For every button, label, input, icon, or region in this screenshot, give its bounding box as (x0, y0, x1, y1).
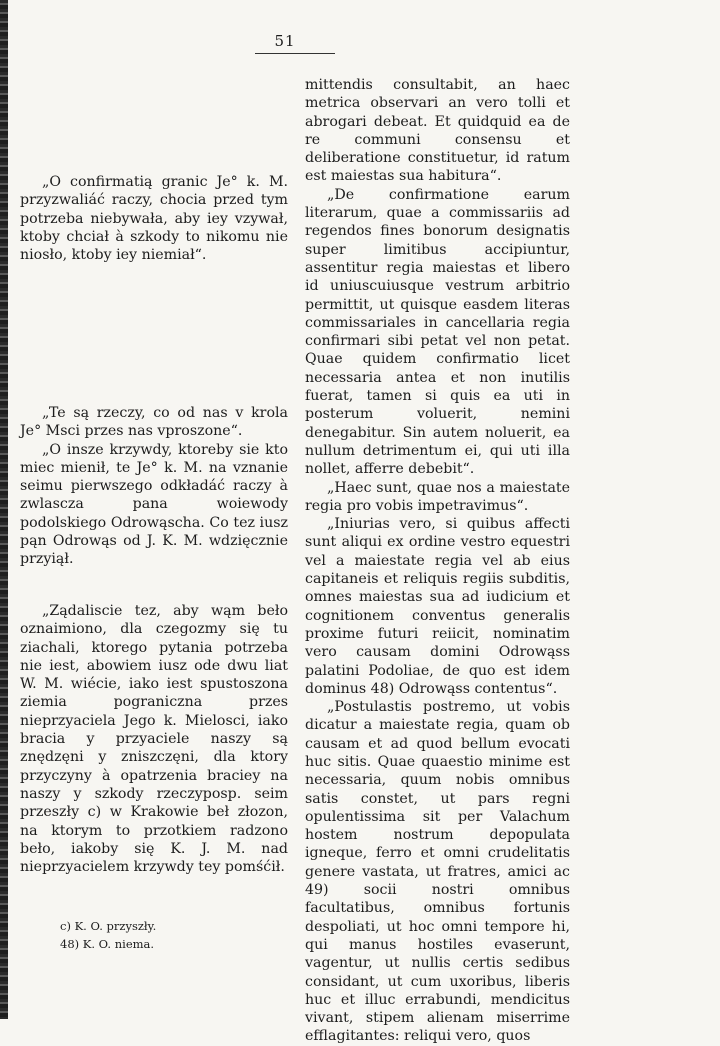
paragraph: „O confirmatią granic Je° k. M. przyzwaliáć raczy, chocia przed tym potrzeba niebywała, aby iey vzywał, ktoby chciał à szkody to nikomu nie niosło, ktoby iey niemiał“. (20, 174, 288, 264)
paragraph: „De confirmatione earum literarum, quae a commissariis ad regendos fines bonorum designatis super limitibus accipiuntur, assentitur regia maiestas et libero id uniuscuiusque vestrum arbitrio permittit, ut quisque easdem literas commissariales in cancellaria regia confirmari sibi petat vel non petat. Quae quidem confirmatio licet necessaria antea et non inutilis fuerat, tamen si quis ea uti in posterum voluerit, nemini denegabitur. Sin autem noluerit, ea nullum detrimentum ei, qui uti illa nollet, afferre debebit“. (305, 186, 570, 478)
left-column-block-2 (20, 404, 288, 569)
paragraph: „Te są rzeczy, co od nas v krola Je° Msci przes nas vproszone“. (20, 405, 288, 440)
paragraph: „Haec sunt, quae nos a maiestate regia pro vobis impetravimus“. (305, 479, 570, 514)
paragraph-continued: mittendis consultabit, an haec metrica observari an vero tolli et abrogari debeat. Et quidquid ea de re communi consensu et deliberatione constituetur, id ratum est maiestas sua habitura“. (305, 77, 570, 185)
right-column (305, 76, 570, 1046)
header-rule (255, 53, 335, 54)
paragraph: „Postulastis postremo, ut vobis dicatur a maiestate regia, quam ob causam et ad quod bellum evocati huc sitis. Quae quaestio minime est necessaria, quum nobis omnibus satis constet, ut pars regni opulentissima sit per Valachum hostem nostrum depopulata igneque, ferro et omni crudelitatis genere vastata, ut fratres, amici ac 49) socii nostri omnibus facultatibus, omnibus fortunis despoliati, ut hoc omni tempore hi, qui manus hostiles evaserunt, vagentur, ut nullis certis sedibus considant, ut cum uxoribus, liberis huc et illuc errabundi, mendicitus vivant, stipem alienam miserrime efflagitantes: reliqui vero, quos (305, 699, 570, 1045)
paragraph: „O insze krzywdy, ktoreby sie kto miec mienił, te Je° k. M. na vznanie seimu pierwszego odkładáć raczy à zwlascza pana woiewody podolskiego Odrowąscha. Co tez iusz pąn Odrowąs od J. K. M. wdzięcznie przyiął. (20, 441, 288, 568)
left-column-block-3 (20, 602, 288, 876)
footnotes (60, 917, 300, 953)
page-number: 51 (274, 32, 296, 50)
paragraph: „Iniurias vero, si quibus affecti sunt aliqui ex ordine vestro equestri vel a maiestate regia vel ab eius capitaneis et reliquis regiis subditis, omnes maiestas sua ad iudicium et cognitionem conventus generalis proxime futuri reiicit, nominatim vero causam domini Odrowąss palatini Podoliae, de quo est idem dominus 48) Odrowąss contentus“. (305, 516, 570, 697)
footnote: 48) K. O. niema. (60, 937, 155, 951)
paragraph: „Ządaliscie tez, aby wąm beło oznaimiono, dla czegozmy się tu ziachali, ktorego pytania potrzeba nie iest, abowiem iusz ode dwu liat W. M. wiécie, iako iest spustoszona ziemia pograniczna przes nieprzyaciela Jego k. Mielosci, iako bracia y przyaciele naszy są znędzęni y zniszczęni, dla ktory przyczyny à opatrzenia braciey na naszy y szkody rzeczyposp. seim przeszły c) w Krakowie beł złozon, na ktorym to przotkiem radzono beło, iakoby się K. J. M. nad nieprzyacielem krzywdy tey pomśćił. (20, 603, 288, 876)
book-binding-edge (0, 0, 8, 1019)
left-column-block-1 (20, 173, 288, 264)
footnote: c) K. O. przyszły. (60, 919, 157, 933)
